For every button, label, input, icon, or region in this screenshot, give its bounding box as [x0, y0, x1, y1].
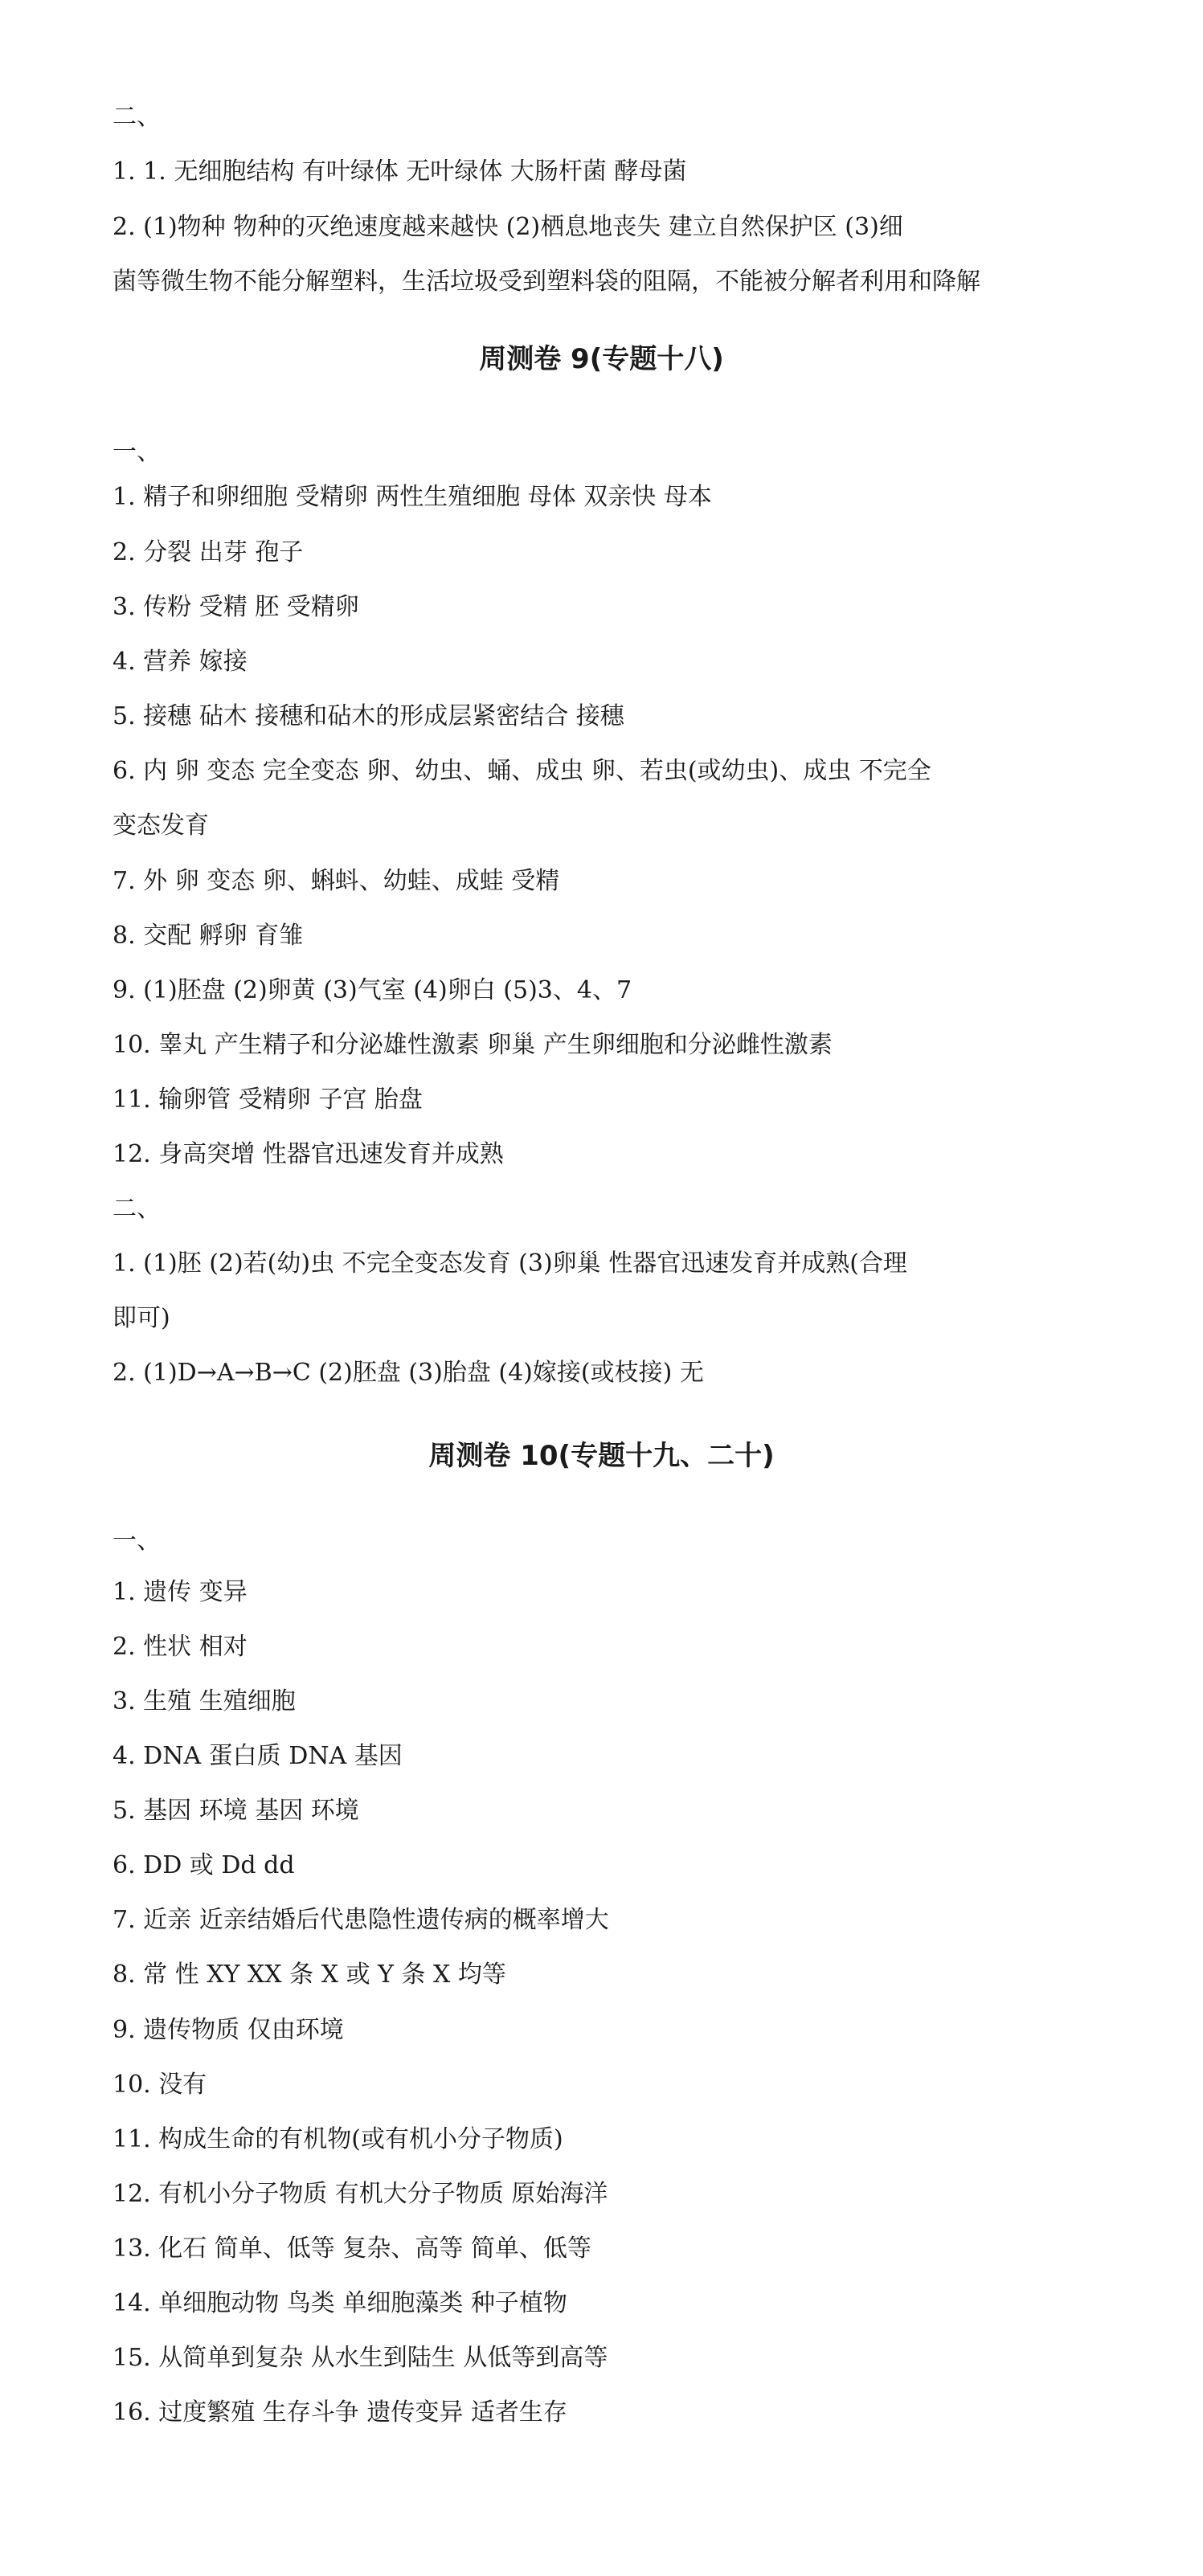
- answer-line: 11. 输卵管 受精卵 子宫 胎盘: [113, 1086, 423, 1114]
- answer-line: 7. 近亲 近亲结婚后代患隐性遗传病的概率增大: [113, 1906, 609, 1934]
- answer-line: 4. 营养 嫁接: [113, 648, 248, 676]
- answer-line: 7. 外 卵 变态 卵、蝌蚪、幼蛙、成蛙 受精: [113, 867, 560, 895]
- answer-line: 2. 分裂 出芽 孢子: [113, 538, 304, 566]
- quiz-title: 周测卷 10(专题十九、二十): [428, 1440, 775, 1472]
- answer-line: 5. 基因 环境 基因 环境: [113, 1797, 359, 1825]
- answer-line: 1. 1. 无细胞结构 有叶绿体 无叶绿体 大肠杆菌 酵母菌: [113, 157, 687, 186]
- answer-line: 8. 交配 孵卵 育雏: [113, 922, 304, 950]
- answer-line: 10. 睾丸 产生精子和分泌雄性激素 卵巢 产生卵细胞和分泌雌性激素: [113, 1031, 833, 1059]
- quiz-title: 周测卷 9(专题十八): [479, 343, 724, 375]
- section-heading: 一、: [113, 438, 161, 466]
- answer-line: 3. 传粉 受精 胚 受精卵: [113, 593, 359, 621]
- answer-line: 12. 有机小分子物质 有机大分子物质 原始海洋: [113, 2180, 608, 2208]
- answer-line: 9. 遗传物质 仅由环境: [113, 2016, 344, 2044]
- answer-line: 9. (1)胚盘 (2)卵黄 (3)气室 (4)卵白 (5)3、4、7: [113, 976, 632, 1004]
- answer-line: 5. 接穗 砧木 接穗和砧木的形成层紧密结合 接穗: [113, 702, 624, 730]
- answer-line: 16. 过度繁殖 生存斗争 遗传变异 适者生存: [113, 2398, 567, 2427]
- answer-line: 8. 常 性 XY XX 条 X 或 Y 条 X 均等: [113, 1961, 506, 1989]
- answer-line: 变态发育: [113, 812, 209, 840]
- answer-line: 15. 从简单到复杂 从水生到陆生 从低等到高等: [113, 2344, 608, 2372]
- answer-line: 2. (1)D→A→B→C (2)胚盘 (3)胎盘 (4)嫁接(或枝接) 无: [113, 1359, 704, 1387]
- answer-line: 2. (1)物种 物种的灭绝速度越来越快 (2)栖息地丧失 建立自然保护区 (3)细: [113, 213, 903, 241]
- answer-line: 即可): [113, 1304, 170, 1332]
- answer-line: 10. 没有: [113, 2071, 207, 2099]
- answer-line: 6. DD 或 Dd dd: [113, 1851, 295, 1879]
- answer-line: 4. DNA 蛋白质 DNA 基因: [113, 1742, 403, 1770]
- answer-line: 12. 身高突增 性器官迅速发育并成熟: [113, 1140, 504, 1168]
- answer-line: 14. 单细胞动物 鸟类 单细胞藻类 种子植物: [113, 2289, 567, 2317]
- answer-line: 1. 遗传 变异: [113, 1578, 248, 1606]
- answer-line: 菌等微生物不能分解塑料，生活垃圾受到塑料袋的阻隔，不能被分解者利用和降解: [113, 268, 980, 296]
- section-heading: 一、: [113, 1527, 161, 1555]
- answer-line: 1. 精子和卵细胞 受精卵 两性生殖细胞 母体 双亲快 母本: [113, 483, 712, 511]
- section-heading: 二、: [113, 103, 161, 131]
- answer-line: 3. 生殖 生殖细胞: [113, 1687, 296, 1715]
- answer-line: 6. 内 卵 变态 完全变态 卵、幼虫、蛹、成虫 卵、若虫(或幼虫)、成虫 不完全: [113, 757, 931, 785]
- section-heading: 二、: [113, 1195, 161, 1223]
- answer-line: 1. (1)胚 (2)若(幼)虫 不完全变态发育 (3)卵巢 性器官迅速发育并成熟(合理: [113, 1249, 907, 1278]
- answer-line: 13. 化石 简单、低等 复杂、高等 简单、低等: [113, 2235, 591, 2263]
- answer-line: 11. 构成生命的有机物(或有机小分子物质): [113, 2125, 563, 2153]
- answer-line: 2. 性状 相对: [113, 1633, 248, 1661]
